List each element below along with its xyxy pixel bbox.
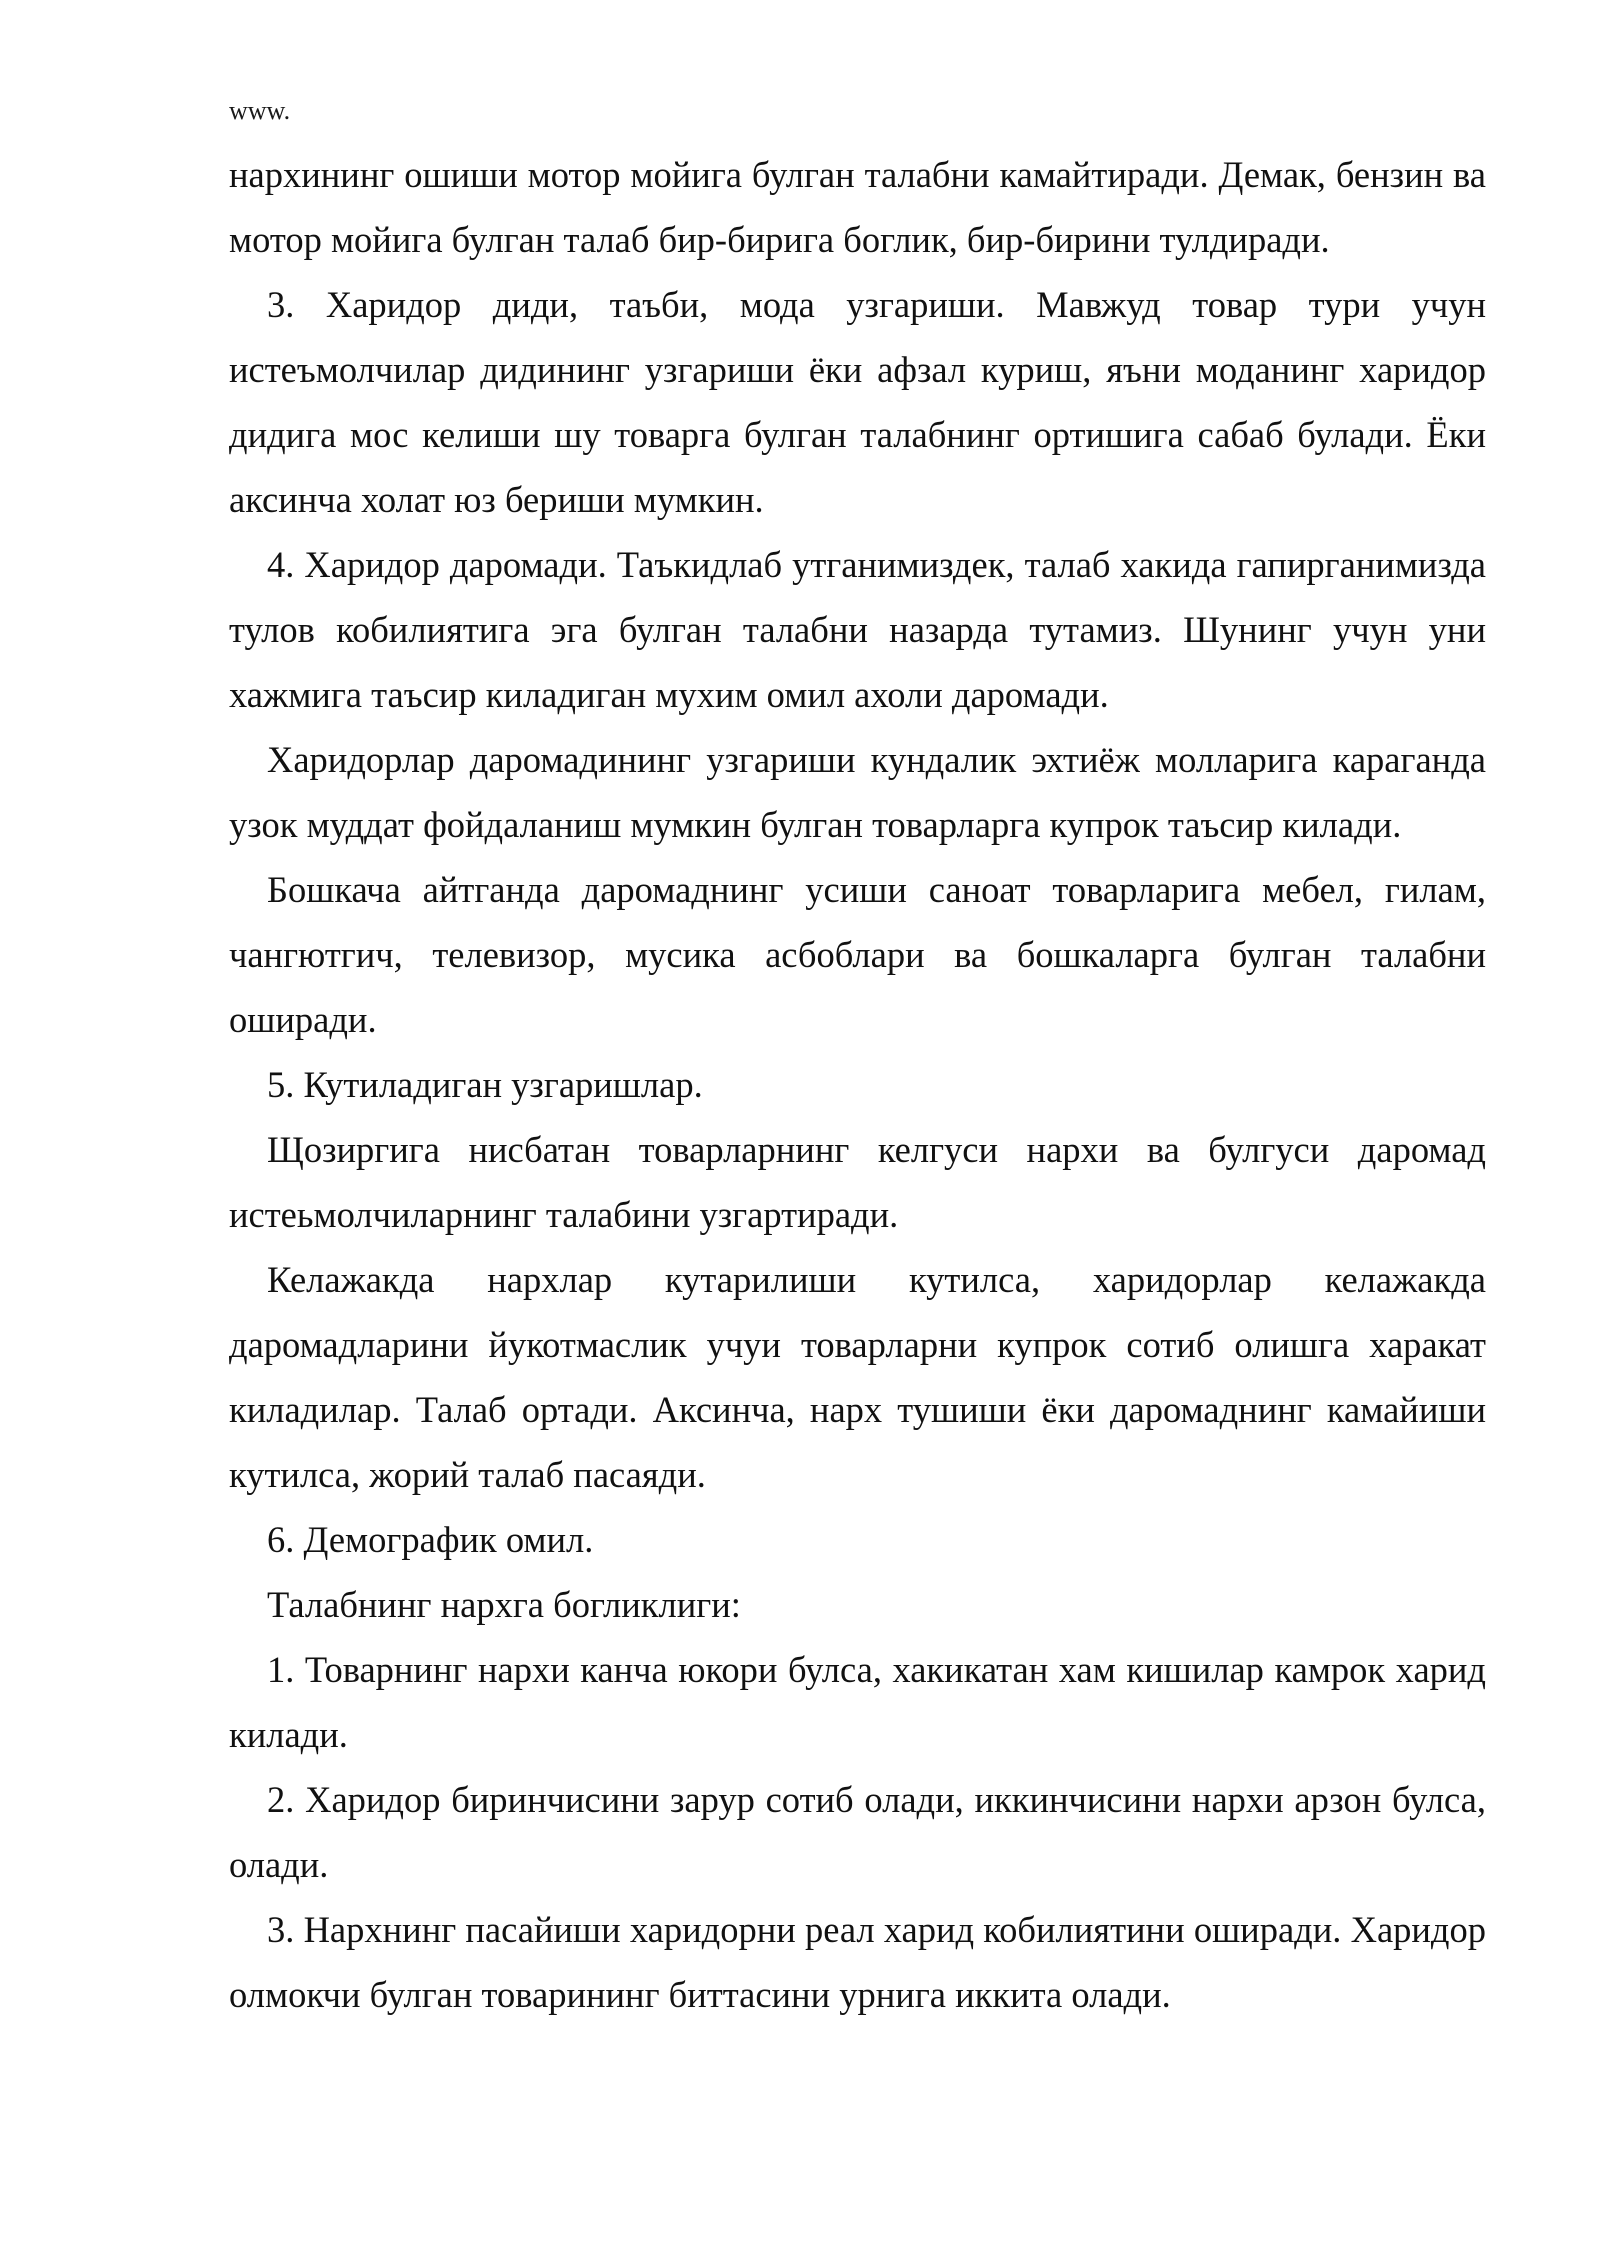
paragraph: Келажакда нархлар кутарилиши кутилса, харидорлар келажакда даромадларини йукотмаслик учуи товарларни купрок сотиб олишга харакат киладилар. Талаб ортади. Аксинча, нарх тушиши ёки даромаднинг камайиши кутилса, жорий талаб пасаяди.: [229, 1259, 1486, 1495]
paragraph: 1. Товарнинг нархи канча юкори булса, хакикатан хам кишилар камрок харид килади.: [229, 1649, 1486, 1755]
paragraph: Бошкача айтганда даромаднинг усиши саноат товарларига мебел, гилам, чангютгич, телевизор, мусика асбоблари ва бошкаларга булган талабни оширади.: [229, 869, 1486, 1040]
paragraph: 3. Харидор диди, таъби, мода узгариши. Мавжуд товар тури учун истеъмолчилар дидининг узгариши ёки афзал куриш, яъни моданинг харидор дидига мос келиши шу товарга булган талабнинг ортишига сабаб булади. Ёки аксинча холат юз бериши мумкин.: [229, 284, 1486, 520]
paragraph: 6. Демографик омил.: [267, 1519, 594, 1560]
paragraph: Щозиргига нисбатан товарларнинг келгуси нархи ва булгуси даромад истеьмолчиларнинг талабини узгартиради.: [229, 1129, 1486, 1235]
paragraph: 2. Харидор биринчисини зарур сотиб олади, иккинчисини нархи арзон булса, олади.: [229, 1779, 1486, 1885]
paragraph: 4. Харидор даромади. Таъкидлаб утганимиздек, талаб хакида гапирганимизда тулов кобилиятига эга булган талабни назарда тутамиз. Шунинг учун уни хажмига таъсир киладиган мухим омил ахоли даромади.: [229, 544, 1486, 715]
paragraph: 3. Нархнинг пасайиши харидорни реал харид кобилиятини оширади. Харидор олмокчи булган товарининг биттасини урнига иккита олади.: [229, 1909, 1486, 2015]
paragraph: Харидорлар даромадининг узгариши кундалик эхтиёж молларига караганда узок муддат фойдаланиш мумкин булган товарларга купрок таъсир килади.: [229, 739, 1486, 845]
document-body: [229, 142, 1486, 2027]
paragraph-continued: нархининг ошиши мотор мойига булган талабни камайтиради. Демак, бензин ва мотор мойига булган талаб бир-бирига боглик, бир-бирини тулдиради.: [229, 154, 1486, 260]
paragraph: 5. Кутиладиган узгаришлар.: [267, 1064, 703, 1105]
page-header: www.: [229, 96, 291, 125]
paragraph: Талабнинг нархга богликлиги:: [267, 1584, 741, 1625]
